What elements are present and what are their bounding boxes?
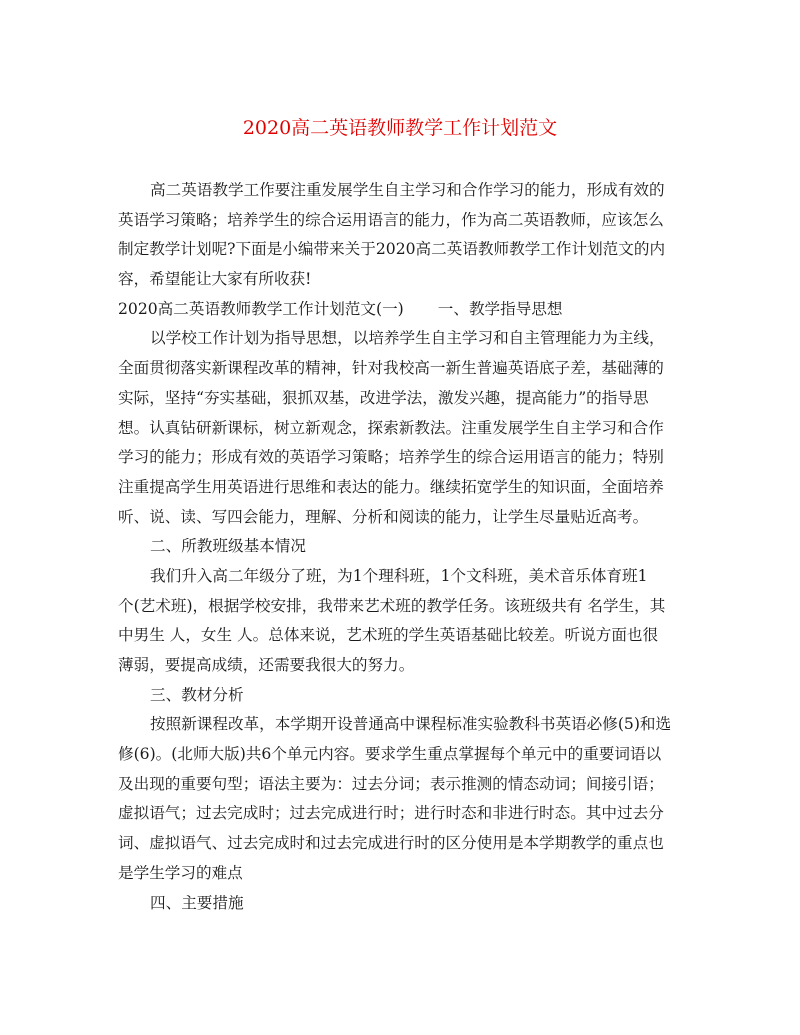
paragraph-line: 词、虚拟语气、过去完成时和过去完成进行时的区分使用是本学期教学的重点也 (118, 834, 664, 853)
paragraph-line: 中男生 人，女生 人。总体来说，艺术班的学生英语基础比较差。听说方面也很 (118, 626, 659, 645)
paragraph-line: 英语学习策略；培养学生的综合运用语言的能力，作为高二英语教师，应该怎么 (118, 210, 664, 229)
document-title: 2020高二英语教师教学工作计划范文 (242, 117, 558, 139)
paragraph-line: 高二英语教学工作要注重发展学生自主学习和合作学习的能力，形成有效的 (150, 181, 665, 199)
paragraph-line: 及出现的重要句型；语法主要为：过去分词；表示推测的情态动词；间接引语； (118, 774, 664, 793)
paragraph-line: 我们升入高二年级分了班，为1个理科班，1个文科班，美术音乐体育班1 (150, 566, 648, 585)
paragraph-line: 按照新课程改革，本学期开设普通高中课程标准实验教科书英语必修(5)和选 (150, 715, 672, 734)
section-heading: 四、主要措施 (150, 893, 244, 912)
section-heading: 三、教材分析 (150, 685, 244, 704)
paragraph-line: 虚拟语气；过去完成时；过去完成进行时；进行时态和非进行时态。其中过去分 (118, 804, 664, 823)
paragraph-line: 是学生学习的难点 (118, 863, 243, 882)
section-one-heading: 一、教学指导思想 (437, 299, 563, 318)
heading-line (118, 295, 698, 325)
plan-heading: 2020高二英语教师教学工作计划范文(一) (118, 299, 404, 318)
paragraph-line: 个(艺术班)，根据学校安排，我带来艺术班的教学任务。该班级共有 名学生，其 (118, 596, 666, 615)
paragraph-line: 听、说、读、写四会能力，理解、分析和阅读的能力，让学生尽量贴近高考。 (118, 507, 649, 526)
paragraph-line: 全面贯彻落实新课程改革的精神，针对我校高一新生普遍英语底子差，基础薄的 (118, 359, 664, 378)
section-heading: 二、所教班级基本情况 (150, 537, 306, 556)
paragraph-line: 薄弱，要提高成绩，还需要我很大的努力。 (118, 656, 415, 674)
paragraph-line: 学习的能力；形成有效的英语学习策略；培养学生的综合运用语言的能力；特别 (118, 448, 664, 467)
paragraph-line: 实际，坚持“夯实基础，狠抓双基，改进学法，激发兴趣，提高能力”的指导思 (118, 388, 649, 407)
paragraph-line: 修(6)。(北师大版)共6个单元内容。要求学生重点掌握每个单元中的重要词语以 (118, 745, 662, 764)
paragraph-line: 容，希望能让大家有所收获! (118, 270, 312, 289)
paragraph-line: 以学校工作计划为指导思想，以培养学生自主学习和自主管理能力为主线， (150, 329, 665, 348)
paragraph-line: 制定教学计划呢?下面是小编带来关于2020高二英语教师教学工作计划范文的内 (118, 240, 666, 259)
paragraph-line: 想。认真钻研新课标，树立新观念，探索新教法。注重发展学生自主学习和合作 (118, 418, 664, 437)
document-body (118, 176, 698, 918)
paragraph-line: 注重提高学生用英语进行思维和表达的能力。继续拓宽学生的知识面，全面培养 (118, 477, 664, 496)
